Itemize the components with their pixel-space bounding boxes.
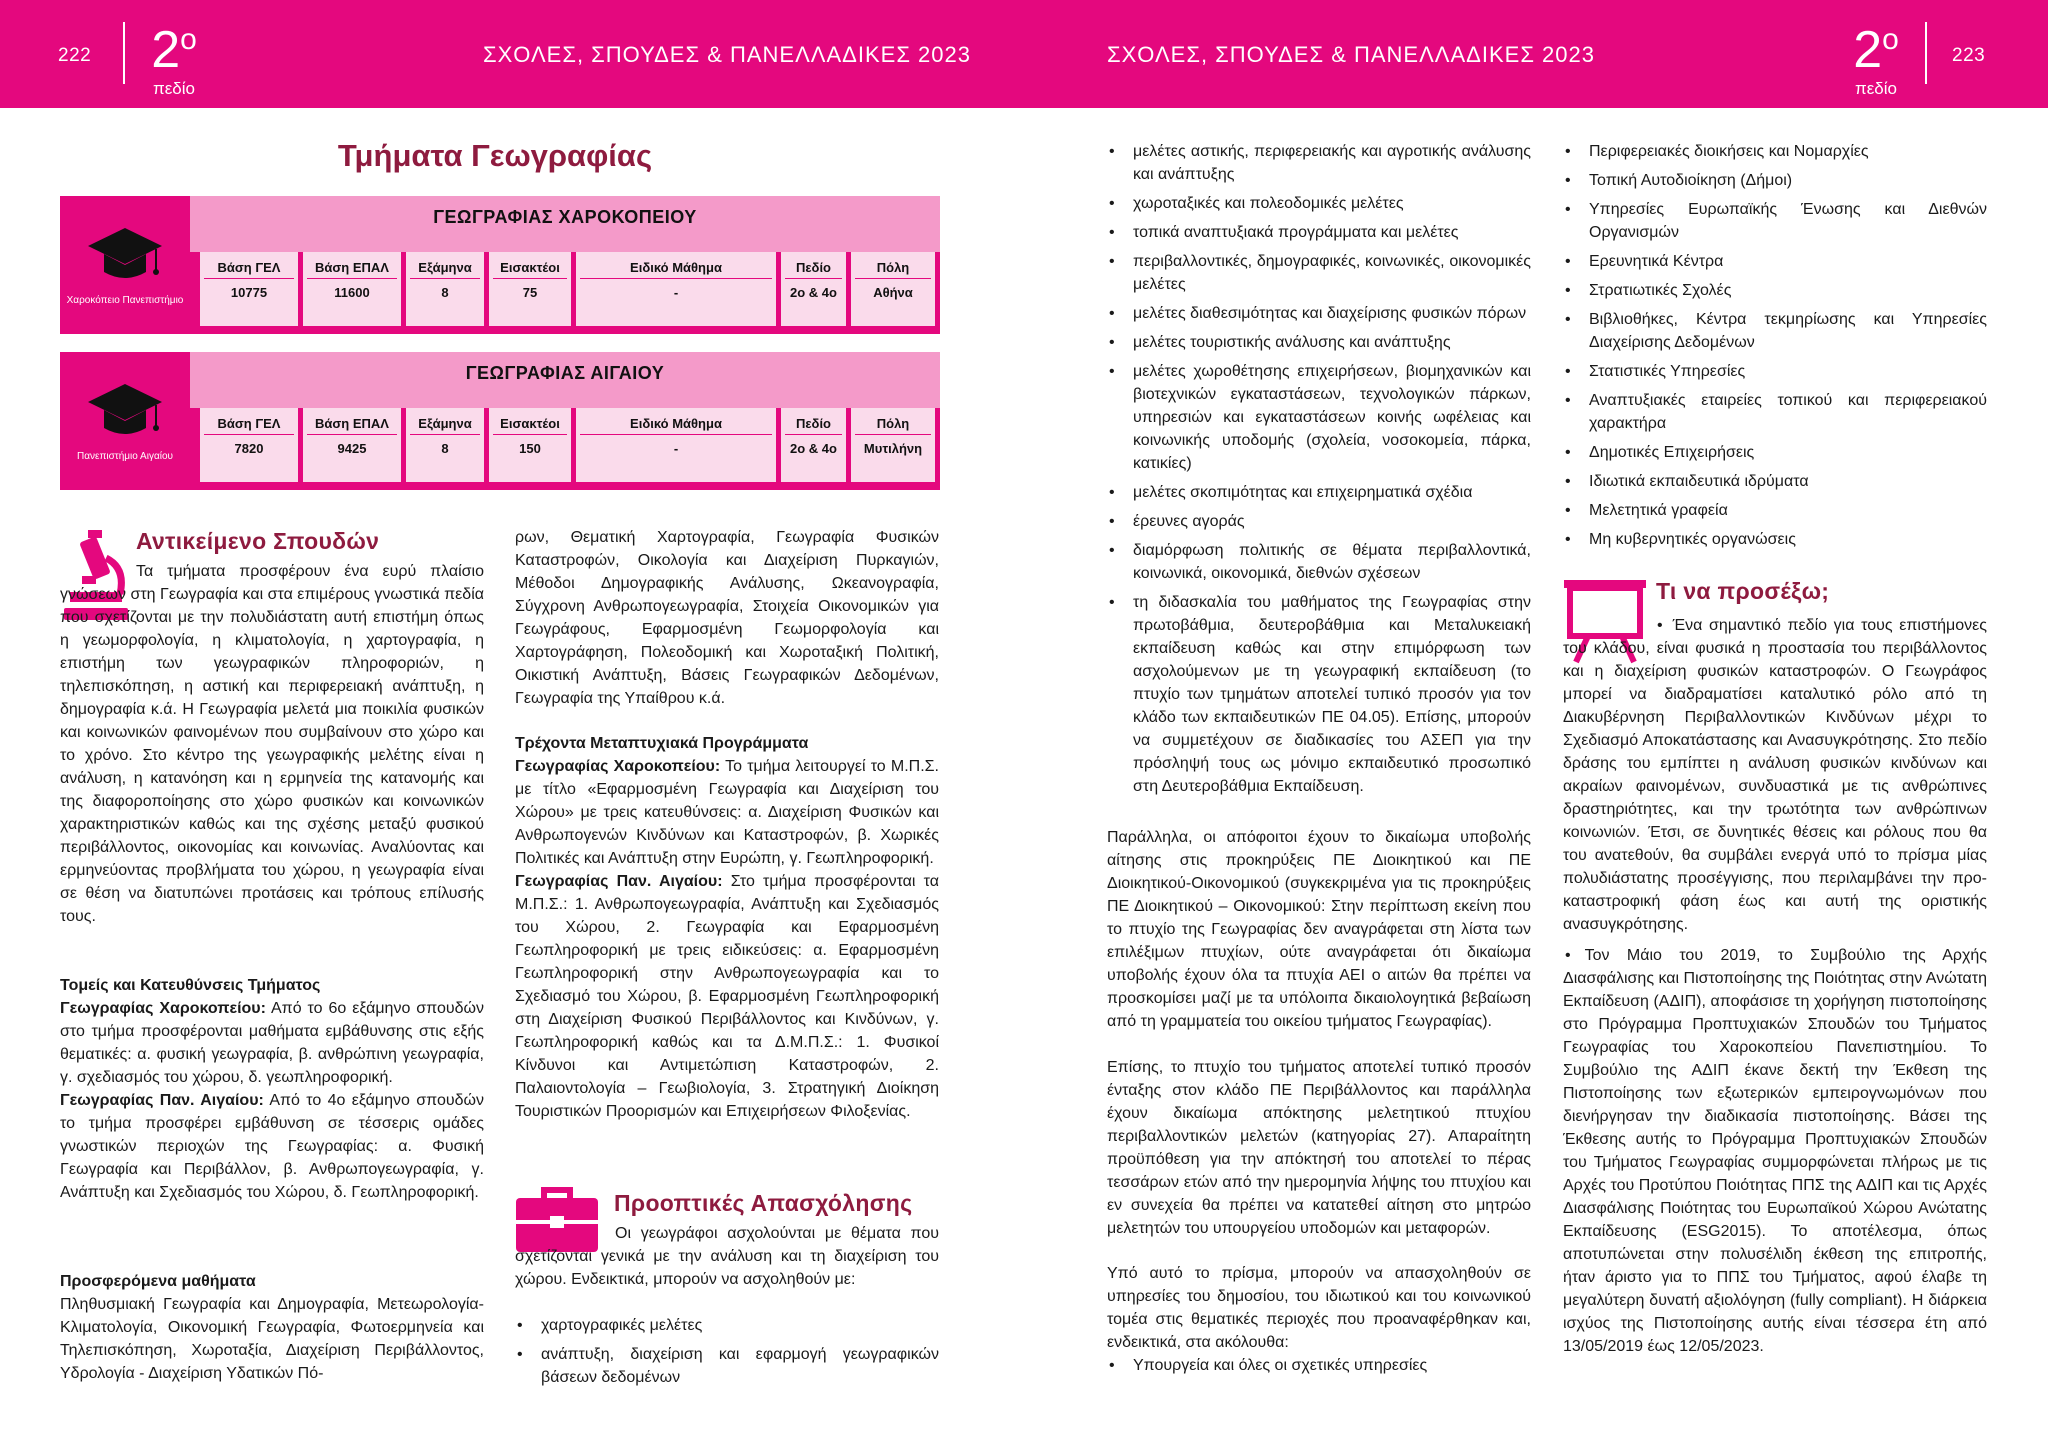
list-item: • Υπηρεσίες Ευρωπαϊκής Ένωσης και Διεθνών Οργανισμών: [1563, 198, 1987, 244]
list-item: • έρευνες αγοράς: [1107, 510, 1531, 533]
postgrad-block: [515, 732, 939, 1123]
graduation-cap-icon: [86, 226, 164, 288]
university-name: Πανεπιστήμιο Αιγαίου: [77, 451, 173, 462]
stat-admitted: Εισακτέοι 75: [489, 252, 571, 326]
career-text: Οι γεωγράφοι ασχολούνται με θέματα που σχετίζονται γενικά με την ανάλυση και τη διαχείριση του χώρου. Ενδεικτικά, μπορούν να ασχοληθούν με:: [515, 1225, 939, 1288]
paragraph-employment-sectors: Υπό αυτό το πρίσμα, μπορούν να απασχοληθούν σε υπηρεσίες του δημοσίου, του ιδιωτικού και του κοινωνικού τομέα στις θεματικές περιοχές που προαναφέρθηκαν και, ενδεικτικά, στα ακόλουθα:: [1107, 1265, 1531, 1351]
career-heading: Προοπτικές Απασχόλησης: [614, 1190, 913, 1216]
page-title: Τμήματα Γεωγραφίας: [337, 138, 653, 173]
university-logo: [60, 352, 190, 490]
list-item: • περιβαλλοντικές, δημογραφικές, κοινωνικές, οικονομικές μελέτες: [1107, 250, 1531, 296]
list-item: • τοπικά αναπτυξιακά προγράμματα και μελέτες: [1107, 221, 1531, 244]
list-item: • μελέτες τουριστικής ανάλυσης και ανάπτυξης: [1107, 331, 1531, 354]
notice-block: [1563, 614, 1987, 1358]
list-item: • Δημοτικές Επιχειρήσεις: [1563, 441, 1987, 464]
list-item: • μελέτες αστικής, περιφερειακής και αγροτικής ανάλυσης και ανάπτυξης: [1107, 140, 1531, 186]
career-list-continued: [1107, 140, 1531, 804]
university-card-aegean: [60, 352, 940, 490]
university-name: Χαροκόπειο Πανεπιστήμιο: [66, 295, 184, 306]
list-item: • Στατιστικές Υπηρεσίες: [1563, 360, 1987, 383]
sectors-text-aegean: Από το 4ο εξάμηνο σπουδών το τμήμα προσφέρει εμβάθυνση σε τέσσερις ομάδες γνωστικών περιοχών της Γεωγραφίας: α. Φυσική Γεωγραφία και Περιβάλλον, β. Ανθρωπογεωγραφία, γ. Ανάπτυξη και Σχεδιασμός του Χώρου, δ. Γεωπληροφορική.: [60, 1092, 485, 1201]
stat-special-course: Ειδικό Μάθημα -: [576, 252, 776, 326]
running-title-left: ΣΧΟΛΕΣ, ΣΠΟΥΔΕΣ & ΠΑΝΕΛΛΑΔΙΚΕΣ 2023: [483, 42, 971, 67]
stat-base-gel: Βάση ΓΕΛ 10775: [200, 252, 298, 326]
left-page-number: 222: [58, 45, 92, 66]
list-item: • Μελετητικά γραφεία: [1563, 499, 1987, 522]
field-number: 2: [1853, 21, 1883, 79]
notice-text-1: Ένα σημαντικό πεδίο για τους επιστήμονες του κλάδου, είναι φυσικά η προστασία του περιβάλλοντος και η διαχείριση φυσικών καταστροφών. Ο Γεωγράφος μπορεί να διαδραματίσει καταλυτικό ρόλο από τη Διακυβέρνηση Περιβαλλοντικών Κινδύνων μέχρι το Σχεδιασμό Αποκατάστασης και Ανασυγκρότησης. Στο πεδίο δράσης του εμπίπτει η ανάλυση φυσικών κινδύνων και ακραίων φαινομένων, συνδυαστικά με τις ανθρώπινες δραστηριότητες, και την τρωτότητα των ανθρώπινων κοινωνιών. Έτσι, σε δυνητικές θέσεις και ρόλους που θα του ανατεθούν, θα συμβάλει ενεργά υπό το πρίσμα μίας πολυδιάστατης προσέγγισης, που περιλαμβάνει την προ-καταστροφική φάση έως και αυτή της οριστικής ανασυγκρότησης.: [1563, 617, 1987, 933]
courses-block: [60, 1270, 484, 1385]
notice-heading: Τι να προσέξω;: [1656, 578, 1830, 604]
postgrad-text-aegean: Στο τμήμα προσφέρονται τα Μ.Π.Σ.: 1. Ανθρωπογεωγραφία, Ανάπτυξη και Σχεδιασμός του Χώρου, 2. Γεωγραφία και Εφαρμοσμένη Γεωπληροφορική με τρεις ειδικεύσεις: α. Εφαρμοσμένη Γεωπληροφορική στην Ανθρωπογεωγραφία και το Σχεδιασμό του Χώρου, β. Εφαρμοσμένη Γεωπληροφορική στη Διαχείριση Φυσικού Περιβάλλοντος και Κινδύνων, γ. Γεωπληροφορική καθώς και τα Δ.Μ.Π.Σ.: 1. Φυσικοί Κίνδυνοι και Αντιμετώπιση Καταστροφών, 2. Παλαιοντολογία – Γεωβιολογία, 3. Στρατηγική Διοίκηση Τουριστικών Προορισμών και Επιχειρήσεων Φιλοξενίας.: [515, 873, 939, 1120]
sectors-heading: Τομείς και Κατευθύνσεις Τμήματος: [60, 977, 321, 994]
paragraph-admin-rights: Παράλληλα, οι απόφοιτοι έχουν το δικαίωμα υποβολής αίτησης στις προκηρύξεις ΠΕ Διοικητικού και ΠΕ Διοικητικού-Οικονομικού (συγκεκριμένα για τις προκηρύξεις ΠΕ Διοικητικού – Οικονομικού: Στην περίπτωση εκείνη που το πτυχίο της Γεωγραφίας δεν αναγράφεται στη λίστα των επιλέξιμων πτυχίων, ούτε αναγράφεται ότι δικαίωμα υποβολής έχουν όλα τα πτυχία ΑΕΙ ο αιτών θα πρέπει να προσκομίσει μαζί με τα υπόλοιπα δικαιολογητικά βεβαίωση από τη γραμματεία του οικείου τμήματος Γεωγραφίας).: [1107, 829, 1531, 1030]
department-name: ΓΕΩΓΡΑΦΙΑΣ ΧΑΡΟΚΟΠΕΙΟΥ: [190, 196, 940, 238]
courses-heading: Προσφερόμενα μαθήματα: [60, 1273, 256, 1290]
postgrad-heading: Τρέχοντα Μεταπτυχιακά Προγράμματα: [515, 735, 809, 752]
list-item: • Μη κυβερνητικές οργανώσεις: [1563, 528, 1987, 551]
stat-city: Πόλη Μυτιλήνη: [851, 408, 935, 482]
right-divider: [1925, 22, 1927, 84]
postgrad-text-harokopio: Το τμήμα λειτουργεί το Μ.Π.Σ. με τίτλο «Εφαρμοσμένη Γεωγραφία και Διαχείριση του Χώρου» με τρεις κατευθύνσεις: α. Διαχείριση Φυσικών και Ανθρωπογενών Κινδύνων και Καταστροφών, β. Χωρικές Πολιτικές και Ανάπτυξη στην Ευρώπη, γ. Γεωπληροφορική.: [515, 758, 940, 867]
sectors-text-harokopio: Από το 6ο εξάμηνο σπουδών στο τμήμα προσφέρονται μαθήματα εμβάθυνσης στις εξής θεματικές: α. φυσική γεωγραφία, β. ανθρώπινη γεωγραφία, γ. σχεδιασμός του χώρου, δ. γεωπληροφορική.: [60, 1000, 485, 1086]
stat-field: Πεδίο 2ο & 4ο: [781, 408, 846, 482]
list-item: • χωροταξικές και πολεοδομικές μελέτες: [1107, 192, 1531, 215]
list-item: • Περιφερειακές διοικήσεις και Νομαρχίες: [1563, 140, 1987, 163]
right-field-badge: [1836, 12, 1916, 97]
field-label: πεδίο: [1854, 79, 1897, 98]
notice-text-2: Τον Μάιο του 2019, το Συμβούλιο της Αρχής Διασφάλισης και Πιστοποίησης της Ποιότητας στην Ανώτατη Εκπαίδευση (ΑΔΙΠ), αποφάσισε τη χορήγηση πιστοποίησης στο Πρόγραμμα Προπτυχιακών Σπουδών του Τμήματος Γεωγραφίας του Χαροκοπείου Πανεπιστημίου. Το Συμβούλιο της ΑΔΙΠ έκανε δεκτή την Έκθεση της Πιστοποίησης των εξωτερικών εμπειρογνωμόνων που διενήργησαν την διαδικασία πιστοποίησης. Βάσει της Έκθεσης αυτής το Πρόγραμμα Προπτυχιακών Σπουδών του Τμήματος Γεωγραφίας συμμορφώνεται πλήρως με τις Αρχές του Προτύπου Ποιότητας ΠΠΣ της ΑΔΙΠ και τις Αρχές Διασφάλισης Ποιότητας του Ευρωπαϊκού Χώρου Ανώτατης Εκπαίδευσης (ESG2015). Το αποτέλεσμα, όπως αποτυπώνεται στην πολυσέλιδη έκθεση της επιτροπής, ήταν άριστο για το ΠΠΣ του Τμήματος, αφού έλαβε τη μεγαλύτερη δυνατή αξιολόγηση (fully compliant). Η διάρκεια ισχύος της Πιστοποίησης αυτής είναι τέσσερα έτη από 13/05/2019 έως 12/05/2023.: [1563, 947, 1988, 1355]
list-item: • διαμόρφωση πολιτικής σε θέματα περιβαλλοντικά, κοινωνικά, οικονομικά, διεθνών σχέσεων: [1107, 539, 1531, 585]
sector-list: [1563, 140, 1987, 557]
stat-field: Πεδίο 2ο & 4ο: [781, 252, 846, 326]
university-card-harokopio: [60, 196, 940, 334]
list-item: • ανάπτυξη, διαχείριση και εφαρμογή γεωγραφικών βάσεων δεδομένων: [515, 1343, 939, 1389]
stat-semesters: Εξάμηνα 8: [406, 252, 484, 326]
graduation-cap-icon: [86, 382, 164, 444]
sectors-lead-harokopio: Γεωγραφίας Χαροκοπείου:: [60, 1000, 266, 1017]
postgrad-lead-aegean: Γεωγραφίας Παν. Αιγαίου:: [515, 873, 723, 890]
running-title-right: ΣΧΟΛΕΣ, ΣΠΟΥΔΕΣ & ΠΑΝΕΛΛΑΔΙΚΕΣ 2023: [1107, 42, 1595, 67]
list-item: • μελέτες διαθεσιμότητας και διαχείρισης φυσικών πόρων: [1107, 302, 1531, 325]
list-item: • Στρατιωτικές Σχολές: [1563, 279, 1987, 302]
field-label: πεδίο: [152, 79, 195, 98]
list-item: • μελέτες σκοπιμότητας και επιχειρηματικά σχέδια: [1107, 481, 1531, 504]
university-logo: [60, 196, 190, 334]
courses-continued: ρων, Θεματική Χαρτογραφία, Γεωγραφία Φυσικών Καταστροφών, Οικολογία και Διαχείριση Πυρκαγιών, Μέθοδοι Δημογραφικής Ανάλυσης, Ωκεανογραφία, Σύγχρονη Ανθρωπογεωγραφία, Στοιχεία Οικονομικών για Γεωγράφους, Εφαρμοσμένη Γεωμορφολογία και Χαρτογράφηση, Πολεοδομική και Χωροταξική Πολιτική, Οικιστική Ανάπτυξη, Βάσεις Γεωγραφικών Δεδομένων, Γεωγραφία της Υπαίθρου κ.ά.: [515, 529, 939, 707]
sectors-block: [60, 974, 484, 1204]
list-item: • Υπουργεία και όλες οι σχετικές υπηρεσίες: [1107, 1354, 1531, 1377]
paragraph-environment-rights: Επίσης, το πτυχίο του τμήματος αποτελεί τυπικό προσόν ένταξης στον κλάδο ΠΕ Περιβάλλοντος και παράλληλα έχουν δικαίωμα απόκτησης μελετητικού πτυχίου περιβαλλοντικών μελετών (κατηγορίας 27). Απαραίτητη προϋπόθεση για την απόκτησή του αποτελεί το πέρας τεσσάρων ετών από την ημερομηνία λήψης του πτυχίου και εν συνεχεία θα πρέπει να κατατεθεί αίτηση στο μητρώο μελετητών του υπουργείου υποδομών και μεταφορών.: [1107, 1059, 1531, 1237]
list-item: • Βιβλιοθήκες, Κέντρα τεκμηρίωσης και Υπηρεσίες Διαχείρισης Δεδομένων: [1563, 308, 1987, 354]
stat-base-epal: Βάση ΕΠΑΛ 11600: [303, 252, 401, 326]
stat-base-gel: Βάση ΓΕΛ 7820: [200, 408, 298, 482]
list-item: • χαρτογραφικές μελέτες: [515, 1314, 939, 1337]
field-sup: ο: [180, 23, 197, 56]
list-item: • μελέτες χωροθέτησης επιχειρήσεων, βιομηχανικών και βιοτεχνικών εγκαταστάσεων, τεχνολογικών πάρκων, υπηρεσιών και εγκαταστάσεων κοινής ωφέλειας και κοινωνικής υποδομής (σχολεία, νοσοκομεία, πάρκα, κατικίες): [1107, 360, 1531, 475]
list-item: • Αναπτυξιακές εταιρείες τοπικού και περιφερειακού χαρακτήρα: [1563, 389, 1987, 435]
object-text: Τα τμήματα προσφέρουν ένα ευρύ πλαίσιο γνώσεων στη Γεωγραφία και στα επιμέρους γνωστικά πεδία που σχετίζονται με την πολυδιάστατη αυτή επιστήμη όπως η γεωμορφολογία, η κλιματολογία, η χαρτογραφία, η επιστήμη των γεωγραφικών πληροφοριών, η τηλεπισκόπηση, η αστική και περιφερειακή ανάπτυξη, η δημογραφία κ.ά. Η Γεωγραφία μελετά μια ποικιλία φυσικών και κοινωνικών φαινομένων που συμβαίνουν στο χώρο και το χρόνο. Στο κέντρο της γεωγραφικής μελέτης είναι η ανάλυση, η κατανόηση και η ερμηνεία της κατανομής και της διαφοροποίησης στο χώρο φυσικών και κοινωνικών χαρακτηριστικών καθώς και της σχέσης μεταξύ φυσικού περιβάλλοντος, οικονομίας και κοινωνίας. Αναλύοντας και ερμηνεύοντας προβλήματα του χώρου, η γεωγραφία είναι σε θέση να διατυπώνει προτάσεις και τρόπους επίλυσής τους.: [60, 563, 484, 925]
field-number: 2: [151, 21, 181, 79]
list-item: • τη διδασκαλία του μαθήματος της Γεωγραφίας στην πρωτοβάθμια, δευτεροβάθμια και Μεταλυκειακή εκπαίδευση καθώς και στην επιμόρφωση των ασχολούμενων με τη γεωγραφική εκπαίδευση (το πτυχίο των τμημάτων αποτελεί τυπικό προσόν για τον κλάδο των εκπαιδευτικών ΠΕ 04.05). Επίσης, μπορούν να συμμετέχουν σε διαδικασίες του ΑΣΕΠ για την πρόσληψή τους ως μόνιμο εκπαιδευτικό προσωπικό στη Δευτεροβάθμια Εκπαίδευση.: [1107, 591, 1531, 798]
stat-special-course: Ειδικό Μάθημα -: [576, 408, 776, 482]
list-item: • Τοπική Αυτοδιοίκηση (Δήμοι): [1563, 169, 1987, 192]
stat-semesters: Εξάμηνα 8: [406, 408, 484, 482]
stat-city: Πόλη Αθήνα: [851, 252, 935, 326]
department-name: ΓΕΩΓΡΑΦΙΑΣ ΑΙΓΑΙΟΥ: [190, 352, 940, 394]
career-list: [515, 1314, 939, 1395]
sectors-lead-aegean: Γεωγραφίας Παν. Αιγαίου:: [60, 1092, 264, 1109]
header-bar: [0, 0, 2048, 108]
courses-text: Πληθυσμιακή Γεωγραφία και Δημογραφία, Μετεωρολογία-Κλιματολογία, Οικονομική Γεωγραφία, Φωτοερμηνεία και Τηλεπισκόπηση, Χωροταξία, Διαχείριση Περιβάλλοντος, Υδρολογία - Διαχείριση Υδατικών Πό-: [60, 1296, 484, 1382]
object-heading: Αντικείμενο Σπουδών: [136, 528, 380, 554]
stat-base-epal: Βάση ΕΠΑΛ 9425: [303, 408, 401, 482]
field-sup: ο: [1882, 23, 1899, 56]
left-field-badge: [134, 12, 214, 97]
bullet: •: [1657, 617, 1663, 634]
list-item: • Ερευνητικά Κέντρα: [1563, 250, 1987, 273]
right-page-number: 223: [1952, 45, 1986, 66]
postgrad-lead-harokopio: Γεωγραφίας Χαροκοπείου:: [515, 758, 721, 775]
sector-list-start: [1107, 1354, 1531, 1383]
stat-admitted: Εισακτέοι 150: [489, 408, 571, 482]
bullet: •: [1565, 947, 1571, 964]
list-item: • Ιδιωτικά εκπαιδευτικά ιδρύματα: [1563, 470, 1987, 493]
left-divider: [123, 22, 125, 84]
